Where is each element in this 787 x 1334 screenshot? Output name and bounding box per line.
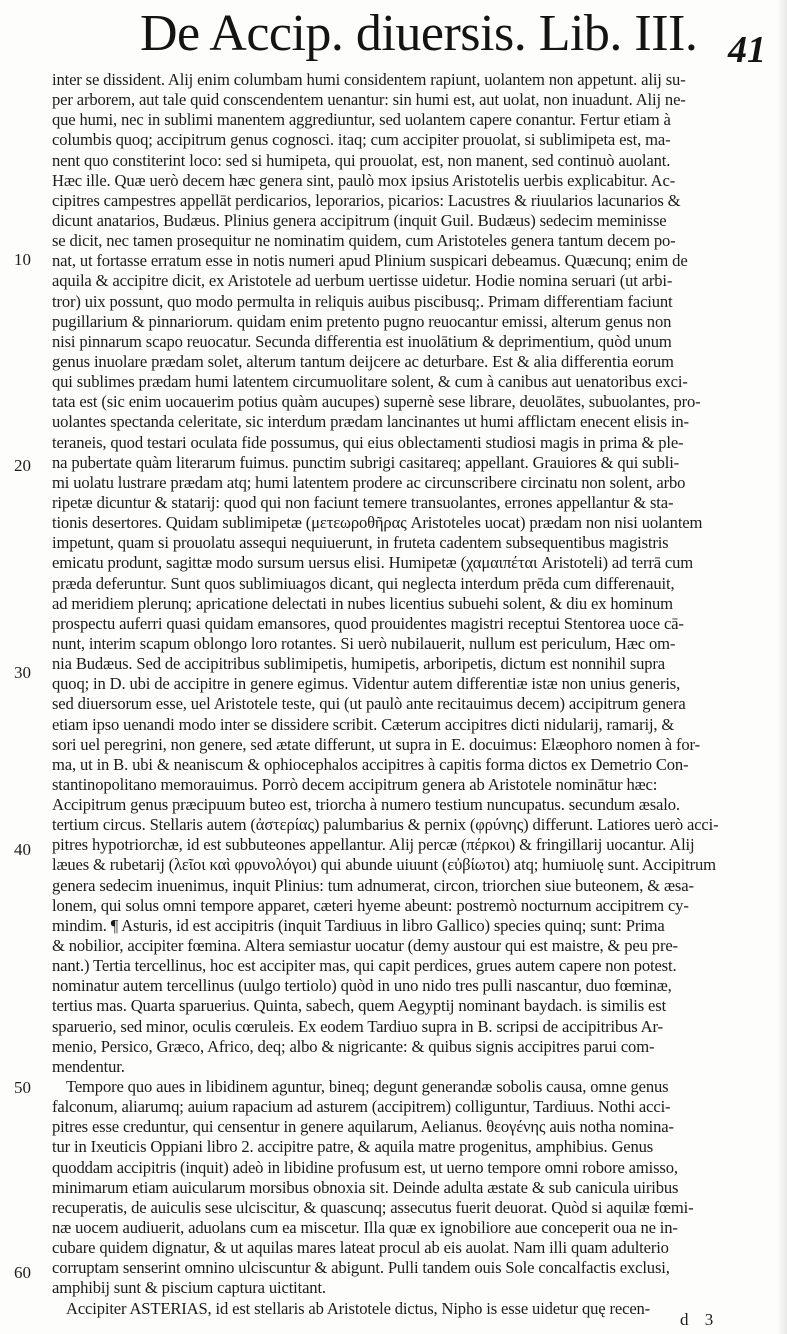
text-line: impetunt, quam si prouolatu assequi nequiuerunt, in fruteta cadentem subsequentibus magistris <box>52 533 669 553</box>
text-line: corruptam senserint omnino ulciscuntur & abigunt. Pulli tandem ouis Sole concalfactis exclusi, <box>52 1258 670 1278</box>
text-line: nat, ut fortasse erratum esse in notis numeri apud Plinium suspicari debeamus. Quæcunq; enim de <box>52 251 688 271</box>
text-line: tata est (sic enim uocauerim potius quàm aucupes) supernè sese librare, deuolātes, subuolantes, pro- <box>52 392 701 412</box>
line-number-50: 50 <box>14 1078 31 1097</box>
text-line: Accipitrum genus præcipuum buteo est, triorcha à numero testium nuncupatus. secundum æsalo. <box>52 795 680 815</box>
text-line: cipitres campestres appellāt perdicarios, leporarios, picarios: Lacustres & riuularios lacunarios & <box>52 190 681 210</box>
text-line: nisi pinnarum scapo reuocatur. Secunda differentia est inuolātium & deprimentium, quòd unum <box>52 331 672 351</box>
text-line: uolantes spectanda celeritate, sic interdum prædam lancinantes ut humi afflictam enecent elisis in- <box>52 412 689 432</box>
text-line: quoq; in D. ubi de accipitre in genere egimus. Videntur autem differentiæ istæ non unius generis, <box>52 674 681 694</box>
text-line: tionis desertores. Quidam sublimipetæ (μετεωροθῆρας Aristoteles uocat) prædam non nisi uolantem <box>52 513 703 533</box>
text-line: pitres hypotriorchæ, id est subbuteones appellantur. Alij percæ (πέρκοι) & fringillarij uocantur. Alij <box>52 835 695 855</box>
text-line: cubare quidem dignatur, & ut aquilas mares lateat procul ab eis auolat. Nam illi quam adulterio <box>52 1238 669 1258</box>
body-text <box>52 70 772 1319</box>
text-line: nominatur autem tercellinus (uulgo tertiolo) quòd in uno nido tres pulli nascantur, duo fœminæ, <box>52 976 672 996</box>
text-line: & nobilior, accipiter fœmina. Altera semiastur uocatur (demy austour qui est maistre, & peu pre- <box>52 936 678 956</box>
text-line: stantinopolitano memorauimus. Porrò decem accipitrum genera ab Aristotele nominātur hæc: <box>52 774 658 794</box>
text-line: qui sublimes prædam humi latentem circumuolitare solent, & cum à canibus aut uenatoribus exci- <box>52 372 688 392</box>
text-line: ma, ut in B. ubi & neaniscum & ophiocephalos accipitres à capitis forma dictos ex Demetrio Con- <box>52 754 689 774</box>
text-line: emicatu produnt, sagittæ modo sursum uersus elisi. Humipetæ (χαμαιπέται Aristoteli) ad terrā cum <box>52 553 694 573</box>
text-line: nant.) Tertia tercellinus, hoc est accipiter mas, qui capit perdices, grues autem capere non potest. <box>52 956 677 976</box>
text-line: menio, Persico, Græco, Africo, deq; albo & nigricante: & quibus signis accipitres parui com- <box>52 1036 655 1056</box>
line-number-20: 20 <box>14 456 31 475</box>
text-line: na pubertate quàm literarum fuimus. punctim subrigi casitareq; appellant. Grauiores & qui subli- <box>52 452 680 472</box>
text-line: amphibij sunt & piscium captura uictitant. <box>52 1278 326 1298</box>
text-line: ad meridiem plerunq; apricatione delectati in nubes licentius subuehi solent, & diu ex hominum <box>52 593 673 613</box>
text-line: prospectu auferri quasi quidam emansores, quod prouidentes magistri receptui Stentorea uoce cā- <box>52 613 684 633</box>
text-line: sed diuersorum esse, uel Aristotele teste, qui (ut paulò ante recitauimus decem) accipitrum genera <box>52 694 686 714</box>
text-line: per arborem, aut tale quid conscendentem uenantur: sin humi est, aut uolat, non inuadunt. Alij ne- <box>52 90 686 110</box>
text-line: Tempore quo aues in libidinem aguntur, bineq; degunt generandæ sobolis causa, omne genus <box>66 1077 669 1097</box>
line-number-60: 60 <box>14 1263 31 1282</box>
text-line: genera sedecim inuenimus, inquit Plinius: tum adnumerat, circon, triorchen siue buteonem, & æsa- <box>52 875 694 895</box>
text-line: minimarum etiam auicularum morsibus obnoxia sit. Deinde adulta æstate & sub canicula uiribus <box>52 1177 679 1197</box>
line-number-10: 10 <box>14 250 31 269</box>
text-line: mendentur. <box>52 1056 125 1076</box>
text-line: nunt, interim scapum oblongo loro rotantes. Si uerò nubilauerit, nullum est periculum, Hæc om- <box>52 633 676 653</box>
running-head: De Accip. diuersis. Lib. III. <box>140 5 698 62</box>
text-line: mindim. ¶ Asturis, id est accipitris (inquit Tardiuus in libro Gallico) species quinq; sunt: Prima <box>52 915 665 935</box>
text-line: sparuerio, sed minor, oculis cœruleis. Ex eodem Tardiuo supra in B. scripsi de accipitribus Ar- <box>52 1016 663 1036</box>
text-line: aquila & accipitre dicit, ex Aristotele ad uerbum uertisse uidetur. Hodie nomina seruari (ut arbi- <box>52 271 673 291</box>
text-line: ripetæ dicuntur & statarij: quod qui non faciunt temere transuolantes, errones appellantur & sta- <box>52 492 674 512</box>
text-line: se dicit, nec tamen prosequitur ne nominatim quidem, cum Aristoteles genera tantum decem po- <box>52 231 676 251</box>
text-line: etiam ipso uenandi modo inter se dissidere scribit. Cæterum accipitres dicti nidularij, ramarij, & <box>52 714 675 734</box>
text-line: mi uolatu lustrare prædam atq; humi latentem prodere ac circunscribere circinatu non solent, arbo <box>52 472 686 492</box>
page-number: 41 <box>728 29 766 71</box>
text-line: næ uocem audiuerit, aduolans cum ea miscetur. Illa quæ ex ignobiliore aue conceperit oua ne in- <box>52 1218 678 1238</box>
text-line: tertium circus. Stellaris autem (ἀστερίας) palumbarius & pernix (φρύνης) differunt. Latiores uerò acci- <box>52 815 719 835</box>
text-line: nent quo constiterint loco: sed si humipeta, qui prouolat, est, non manent, sed continuò auolant. <box>52 150 671 170</box>
text-line: que humi, nec in sublimi manentem aggrediuntur, sed uolantem capere conantur. Fertur etiam à <box>52 110 671 130</box>
text-line: genus inuolare prædam solet, alterum tantum deijcere ac deturbare. Est & alia differentia eorum <box>52 351 674 371</box>
text-line: tur in Ixeuticis Oppiani libro 2. accipitre patre, & aquila matre progenitus, amphibius. Genus <box>52 1137 654 1157</box>
text-line: falconum, aliarumq; auium rapacium ad asturem (accipitrem) colliguntur, Tardiuus. Nothi acci- <box>52 1097 671 1117</box>
text-line: columbis quoq; accipitrum genus cognosci. itaq; cum accipiter prouolat, si sublimipeta est, ma- <box>52 130 671 150</box>
text-line: Hæc ille. Quæ uerò decem hæc genera sint, paulò mox ipsius Aristotelis uerbis explicabitur. Ac- <box>52 170 676 190</box>
text-line: recuperatis, de auiculis sese ulciscitur, & quascunq; assecutus fuerit deuorat. Quòd si aquilæ fœmi- <box>52 1197 694 1217</box>
text-line: Accipiter ASTERIAS, id est stellaris ab Aristotele dictus, Nipho is esse uidetur quę recen- <box>66 1298 651 1318</box>
text-line: dicunt anatarios, Budæus. Plinius genera accipitrum (inquit Guil. Budæus) sedecim meminisse <box>52 210 667 230</box>
text-line: pugillarium & pinnariorum. quidam enim pretento pugno reuocantur emissi, alterum genus non <box>52 311 672 331</box>
page-edge-shadow <box>777 0 787 1334</box>
text-line: læues & rubetarij (λεῖοι καὶ φρυνολόγοι) qui abunde uiuunt (εὐβίωτοι) atq; humiuolę sunt. Accipitrum <box>52 855 716 875</box>
text-line: pitres esse creduntur, qui censentur in genere aquilarum, Aelianus. θεογένης auis notha nomina- <box>52 1117 674 1137</box>
text-line: teraneis, quod testari oculata fide possumus, qui eius oblectamenti studiosi magis in prima & ple- <box>52 432 684 452</box>
text-line: tertius mas. Quarta sparuerius. Quinta, sabech, quem Aegyptij nominant baydach. is similis est <box>52 996 667 1016</box>
line-number-40: 40 <box>14 840 31 859</box>
text-line: inter se dissident. Alij enim columbam humi considentem rapiunt, uolantem non appetunt. alij su- <box>52 70 686 89</box>
signature-mark: d 3 <box>680 1310 720 1329</box>
text-line: sori uel peregrini, non genere, sed ætate differunt, ut supra in E. docuimus: Elæophoro nomen à for- <box>52 734 700 754</box>
text-line: quoddam accipitris (inquit) adeò in libidine profusum est, ut uerno tempore omni robore amisso, <box>52 1157 678 1177</box>
text-line: nia Budæus. Sed de accipitribus sublimipetis, humipetis, arboripetis, dictum est nonnihil supra <box>52 654 666 674</box>
text-line: tror) uix possunt, quo modo permulta in reliquis auibus piscibusq;. Primam differentiam faciunt <box>52 291 673 311</box>
line-number-30: 30 <box>14 663 31 682</box>
text-line: præda deferuntur. Sunt quos sublimiuagos dicant, qui neglecta interdum prēda cum differenauit, <box>52 573 675 593</box>
text-line: lonem, qui solus omni tempore apparet, cæteri hyeme abeunt: postremò nocturnum accipitrem cy- <box>52 895 689 915</box>
